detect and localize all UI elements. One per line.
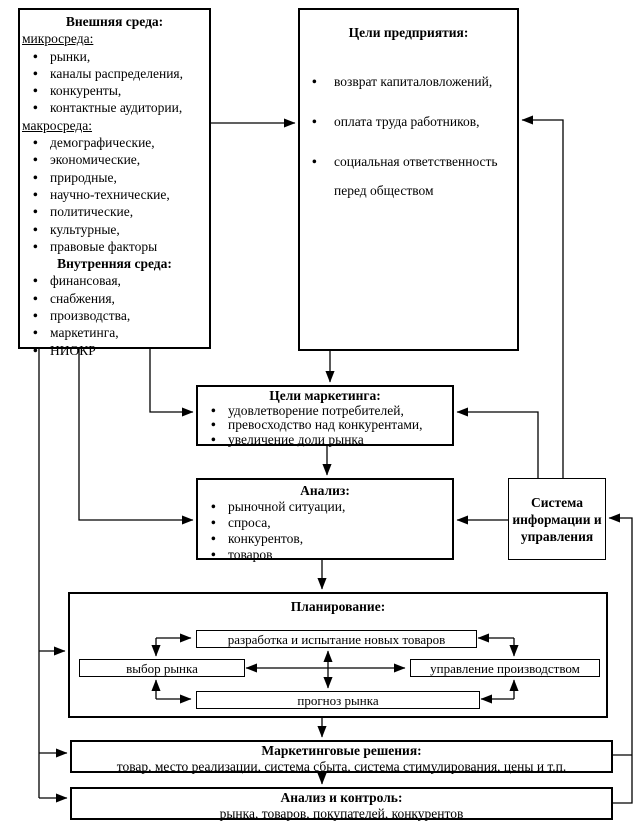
enterprise-goals-box	[298, 8, 519, 351]
list-item: • экономические,	[20, 151, 209, 168]
list-item: • политические,	[20, 203, 209, 220]
new-products-development-box: разработка и испытание новых товаров	[196, 630, 477, 648]
list-item: • социальная ответственность перед обществом	[300, 147, 517, 205]
list-item: • конкурентов,	[198, 531, 452, 547]
list-item: • оплата труда работников,	[300, 107, 517, 136]
marketing-goals-list	[198, 404, 452, 448]
list-item: • товаров	[198, 547, 452, 563]
enterprise-goals-list	[300, 67, 517, 205]
list-item: • возврат капиталовложений,	[300, 67, 517, 96]
list-item: • превосходство над конкурентами,	[198, 418, 452, 433]
enterprise-goals-title: Цели предприятия:	[348, 25, 469, 40]
list-item: • спроса,	[198, 515, 452, 531]
analysis-control-box	[70, 787, 613, 820]
analysis-control-title: Анализ и контроль:	[280, 790, 403, 805]
marketing-goals-title: Цели маркетинга:	[269, 388, 381, 403]
list-item: • НИОКР	[20, 342, 209, 359]
marketing-decisions-box	[70, 740, 613, 773]
market-forecast-box: прогноз рынка	[196, 691, 480, 709]
macroenvironment-label: макросреда:	[22, 117, 93, 133]
planning-box	[68, 592, 608, 718]
connector-env-to-analysis	[79, 349, 193, 520]
connector-system-to-enterprise-goals	[522, 120, 563, 478]
list-item: • конкуренты,	[20, 82, 209, 99]
list-item: • производства,	[20, 307, 209, 324]
external-environment-title: Внешняя среда:	[65, 14, 164, 29]
macroenvironment-list	[20, 134, 209, 255]
list-item: • демографические,	[20, 134, 209, 151]
marketing-decisions-subtitle: товар, место реализации, система сбыта, система стимулирования, цены и т.п.	[116, 758, 567, 774]
list-item: • контактные аудитории,	[20, 99, 209, 116]
list-item: • маркетинга,	[20, 324, 209, 341]
list-item: • культурные,	[20, 221, 209, 238]
list-item: • финансовая,	[20, 272, 209, 289]
information-system-box	[508, 478, 606, 560]
marketing-decisions-title: Маркетинговые решения:	[261, 743, 422, 758]
list-item: • увеличение доли рынка	[198, 433, 452, 448]
list-item: • научно-технические,	[20, 186, 209, 203]
analysis-control-subtitle: рынка, товаров, покупателей, конкурентов	[219, 805, 464, 821]
market-selection-box: выбор рынка	[79, 659, 245, 677]
analysis-box	[196, 478, 454, 560]
list-item: • снабжения,	[20, 290, 209, 307]
microenvironment-list	[20, 48, 209, 117]
marketing-goals-box	[196, 385, 454, 446]
list-item: • удовлетворение потребителей,	[198, 404, 452, 419]
list-item: • рынки,	[20, 48, 209, 65]
list-item: • природные,	[20, 169, 209, 186]
planning-title: Планирование:	[290, 599, 386, 614]
production-management-box: управление производством	[410, 659, 600, 677]
analysis-title: Анализ:	[300, 483, 350, 498]
microenvironment-label: микросреда:	[22, 31, 94, 47]
list-item: • правовые факторы	[20, 238, 209, 255]
internal-environment-title: Внутренняя среда:	[57, 256, 172, 272]
connector-system-to-marketing-goals	[457, 412, 538, 478]
internal-environment-list	[20, 272, 209, 358]
analysis-list	[198, 499, 452, 563]
list-item: • рыночной ситуации,	[198, 499, 452, 515]
information-system-title: Система информации и управления	[512, 494, 602, 544]
external-environment-box	[18, 8, 211, 358]
list-item: • каналы распределения,	[20, 65, 209, 82]
